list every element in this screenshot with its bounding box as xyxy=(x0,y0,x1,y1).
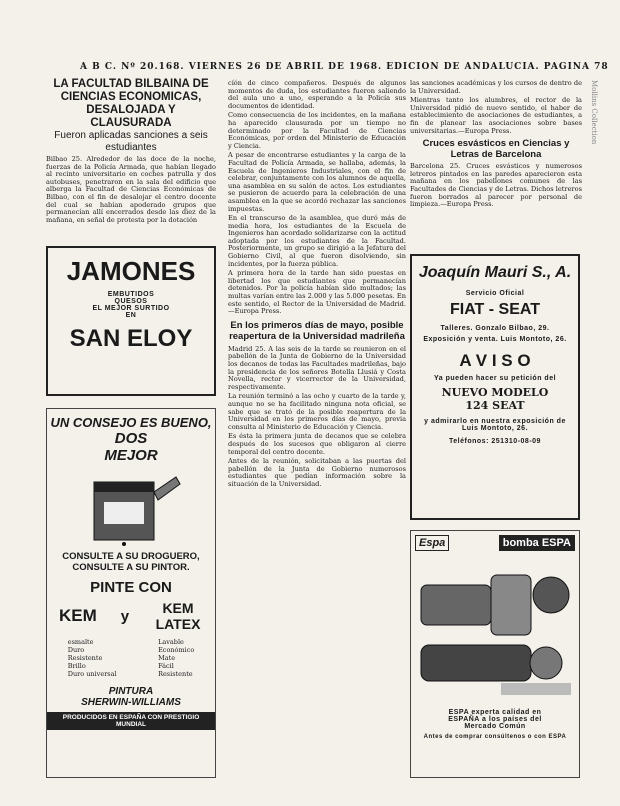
ad-joaquin-mauri xyxy=(410,254,580,520)
ad-pinte-item: Duro universal xyxy=(67,670,117,678)
ad-espa-brand: bomba ESPA xyxy=(499,535,575,551)
article-p9: Antes de la reunión, solicitaban a las puertas del pabellón de la Junta de Gobierno numerosos estudiantes que pedían información sobre la situación de la Universidad. xyxy=(228,457,406,488)
ad-mauri-tel: Teléfonos: 251310-08-09 xyxy=(449,438,541,445)
ad-jamones-brand: SAN ELOY xyxy=(69,325,193,352)
article-p3: A pesar de encontrarse estudiantes y la carga de la Facultad de Policía Armada, se hallaba, además, la Escuela de Ingenieros Industriales, con el fin de celebrar, conjuntamente con los alumnos de aquella, una asamblea en su salón de actos. Los estudiantes se pusieron de acuerdo para la celebración de una asamblea en la que se acordó rechazar las sanciones impuestas. xyxy=(228,151,406,213)
ad-pinte-kemlatex: KEM LATEX xyxy=(155,600,201,632)
article-c3-p3: Barcelona 25. Cruces esvásticos y numerosos letreros pintados en las paredes aparecieron esta mañana en los pabellones comunes de las Facultades de Ciencias y de Letras. Dichos letreros fueron borrados al parecer por personal de limpieza.—Europa Press. xyxy=(410,162,582,209)
ad-pinte-consulte1: CONSULTE A SU DROGUERO, xyxy=(62,551,200,562)
ad-jamones-line4: EN xyxy=(125,312,137,319)
ad-mauri-t3: 124 SEAT xyxy=(465,399,525,412)
side-caption-text: Mollins Collection xyxy=(590,80,598,145)
article-p2: Como consecuencia de los incidentes, en la mañana ha aparecido clausurada por un tiempo no determinado por la Facultad de Ciencias Económicas, por orden del Ministerio de Educación y Ciencia. xyxy=(228,111,406,150)
article-c3-p2: Mientras tanto los alumbres, el rector de la Universidad pidió de nuevo sentido, el haber de establecimiento de asociaciones de estudiantes, a fin de planear las asociaciones sobre bases universitarias.—Europa Press. xyxy=(410,96,582,135)
ad-jamones-line3: EL MEJOR SURTIDO xyxy=(92,305,170,312)
ad-pinte-pinte: PINTE CON xyxy=(90,579,172,596)
article-p4: En el transcurso de la asamblea, que duró más de media hora, los estudiantes de la Escuela de Ingenieros han acordado solidarizarse con la actitud adoptada por los estudiantes de la Facultad. Posteriormente, un grupo se dirigió a la Jefatura del Gobierno Civil, al que fueron disolviendo, sin incidentes, por la fuerza pública. xyxy=(228,214,406,268)
headline-facultad: LA FACULTAD BILBAINA DE CIENCIAS ECONOMICAS, DESALOJADA Y CLAUSURADA xyxy=(53,78,209,129)
ad-pinte-item: Duro xyxy=(67,646,85,654)
column-middle xyxy=(228,78,406,778)
paint-can-icon xyxy=(76,472,186,547)
ad-pinte-t1: UN CONSEJO ES BUENO, xyxy=(50,415,212,430)
ad-mauri-service: Servicio Oficial xyxy=(465,290,525,297)
ad-espa-t1: ESPA experta calidad en xyxy=(448,709,542,716)
ad-pinte-item: Brillo xyxy=(67,662,86,670)
ad-pinte-item: Mate xyxy=(158,654,176,662)
ad-pinte-list2 xyxy=(158,638,194,678)
ad-mauri-t2: NUEVO MODELO xyxy=(441,386,549,399)
ad-pinte-item: Fácil xyxy=(158,662,174,670)
paint-can-illustration xyxy=(76,472,186,547)
ad-mauri-aviso: A V I S O xyxy=(459,351,531,370)
column-left xyxy=(46,78,216,778)
ad-jamones-title: JAMONES xyxy=(66,256,196,286)
ad-pinte-pintura: PINTURA xyxy=(108,686,154,697)
ad-espa-t3: Mercado Común xyxy=(464,723,526,730)
ad-mauri-t4: y admirarlo en nuestra exposición de Luis Montoto, 26. xyxy=(424,418,566,432)
article-p7: La reunión terminó a las ocho y cuarto de la tarde y, aunque no se ha facilitado ninguna nota oficial, se sabe que se trató de la posible reapertura de la Universidad en los primeros días de mayo, previa consulta al Ministerio de Educación y Ciencia. xyxy=(228,392,406,431)
ad-pinte-item: esmalte xyxy=(67,638,94,646)
ad-pinte-list1 xyxy=(68,638,117,678)
ad-espa xyxy=(410,530,580,778)
ad-mauri-brand: FIAT - SEAT xyxy=(449,301,541,318)
ad-pinte-item: Económico xyxy=(158,646,195,654)
ad-pinte-con-kem xyxy=(46,408,216,778)
ad-jamones-line1: EMBUTIDOS xyxy=(107,291,155,298)
ad-pinte-sherwin: SHERWIN-WILLIAMS xyxy=(81,697,181,708)
headline-reapertura: En los primeros días de mayo, posible reapertura de la Universidad madrileña xyxy=(229,319,405,342)
article-text: Bilbao 25. Alrededor de las doce de la noche, fuerzas de la Policía Armada, que habían llegado al recinto universitario en coches patrulla y dos autobuses, penetraron en la sala del edificio que alberga la Facultad de Ciencias Económicas de Bilbao, con el fin de desalojar el centro docente del cual se habían apoderado grupos que permanecían allí encerrados desde las diez de la mañana, en señal de protesta por la dotación xyxy=(46,155,216,224)
article-p8: Es ésta la primera junta de decanos que se celebra después de los sucesos que obligaron al cierre temporal del centro docente. xyxy=(228,432,406,456)
side-margin-caption xyxy=(584,80,602,780)
ad-espa-logo: Espa xyxy=(415,535,449,551)
article-p6: Madrid 25. A las seis de la tarde se reunieron en el pabellón de la Junta de Gobierno de la Universidad los decanos de todas las Facultades madrileñas, bajo la presidencia de los señores Botella Llusiá y Costa Novella, rector y vicerrector de la Universidad, respectivamente. xyxy=(228,344,406,391)
ad-pinte-consulte2: CONSULTE A SU PINTOR. xyxy=(72,562,190,573)
ad-pinte-item: Resistente xyxy=(67,654,103,662)
ad-jamones-line2: QUESOS xyxy=(114,298,148,305)
ad-pinte-kem: KEM xyxy=(58,606,97,625)
ad-mauri-expo: Exposición y venta. Luis Montoto, 26. xyxy=(423,336,567,343)
column-right xyxy=(410,78,582,778)
ad-mauri-talleres: Talleres. Gonzalo Bilbao, 29. xyxy=(440,325,550,332)
ad-espa-foot: Antes de comprar consúltenos o con ESPA xyxy=(423,734,567,740)
subhead-sanciones: Fueron aplicadas sanciones a seis estudiantes xyxy=(54,130,208,153)
ad-pinte-y: y xyxy=(120,607,130,625)
article-p5: A primera hora de la tarde han sido puestas en libertad los que estudiantes que permanecían detenidos. Por la policía habían sido multados; las multas varían entre las 2.000 y las 5.000 pesetas. En este sentido, el Rector de la Universidad de Madrid.—Europa Press. xyxy=(228,269,406,316)
ad-pinte-item: Lavable xyxy=(158,638,184,646)
ad-pinte-t3: MEJOR xyxy=(104,447,158,464)
article-c3-p1: las sanciones académicas y los cursos de dentro de la Universidad. xyxy=(410,79,582,95)
headline-cruces: Cruces esvásticos en Ciencias y Letras de Barcelona xyxy=(422,138,570,161)
ad-pinte-item: Resistente xyxy=(158,670,193,678)
ad-espa-t2: ESPAÑA a los países del xyxy=(448,716,542,723)
ad-jamones xyxy=(46,246,216,396)
pump-illustration-icon xyxy=(411,555,579,705)
ad-pinte-foot: PRODUCIDOS EN ESPAÑA CON PRESTIGIO MUNDIAL xyxy=(47,712,215,730)
article-p1: cíón de cinco compañeros. Después de algunos momentos de duda, los estudiantes fueron saliendo del aula uno a uno, esperando a la Policía sus documentos de identidad. xyxy=(228,79,406,110)
ad-mauri-t1: Ya pueden hacer su petición del xyxy=(433,375,557,382)
page-header: A B C. Nº 20.168. VIERNES 26 DE ABRIL DE 1968. EDICION DE ANDALUCIA. PAGINA 78 xyxy=(80,62,609,72)
ad-mauri-name: Joaquín Mauri S., A. xyxy=(418,264,572,281)
ad-pinte-t2: DOS xyxy=(114,430,148,447)
